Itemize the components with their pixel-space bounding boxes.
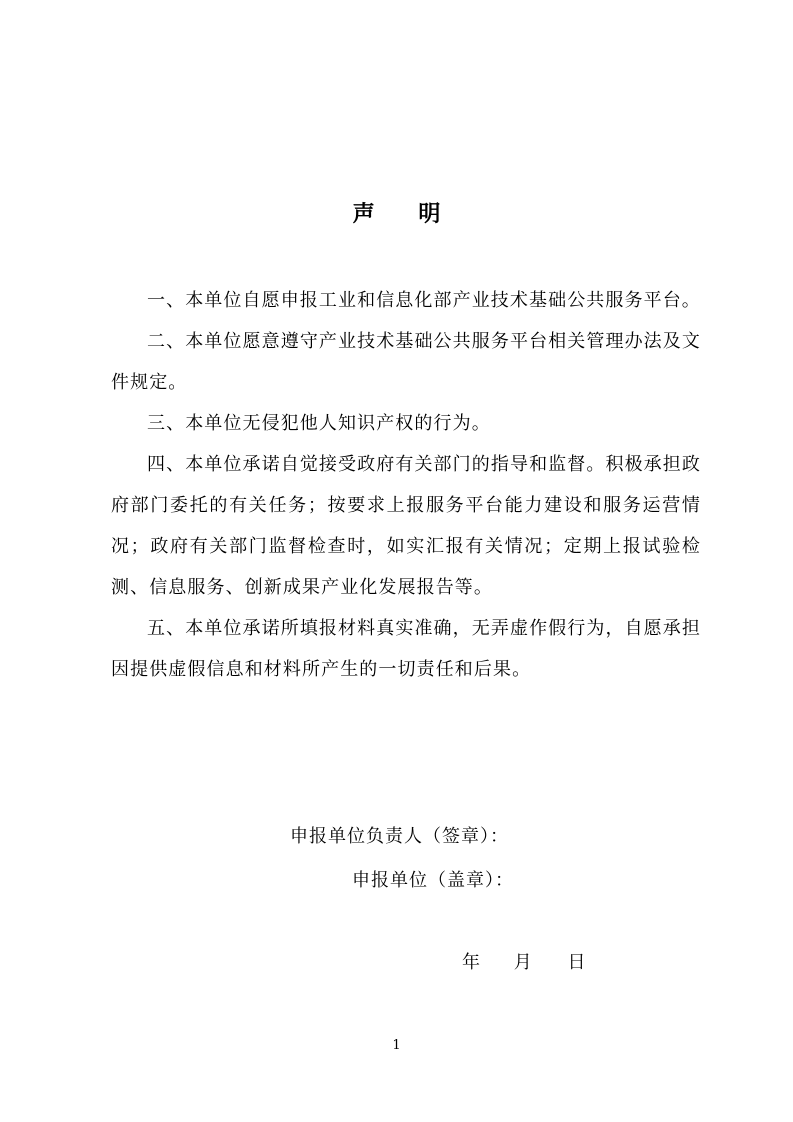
page-number: 1 — [392, 1038, 401, 1053]
declaration-item-4: 四、本单位承诺自觉接受政府有关部门的指导和监督。积极承担政府部门委托的有关任务；按要求上报服务平台能力建设和服务运营情况；政府有关部门监督检查时，如实汇报有关情况；定期上报试验检测、信息服务、创新成果产业化发展报告等。 — [111, 454, 701, 598]
declaration-body — [111, 280, 701, 690]
declaration-item-1: 一、本单位自愿申报工业和信息化部产业技术基础公共服务平台。 — [147, 290, 701, 311]
unit-seal-line: 申报单位（盖章）： — [352, 870, 514, 891]
date-day-label: 日 — [567, 952, 586, 973]
responsible-person-signature-line: 申报单位负责人（签章）： — [290, 826, 509, 847]
date-line — [462, 948, 585, 978]
page-title: 声 明 — [352, 202, 459, 227]
date-year-label: 年 — [462, 952, 480, 973]
date-month-label: 月 — [513, 952, 532, 973]
declaration-item-2: 二、本单位愿意遵守产业技术基础公共服务平台相关管理办法及文件规定。 — [111, 331, 701, 393]
declaration-item-3: 三、本单位无侵犯他人知识产权的行为。 — [147, 413, 491, 434]
declaration-item-5: 五、本单位承诺所填报材料真实准确，无弄虚作假行为，自愿承担因提供虚假信息和材料所产生的一切责任和后果。 — [111, 618, 701, 680]
